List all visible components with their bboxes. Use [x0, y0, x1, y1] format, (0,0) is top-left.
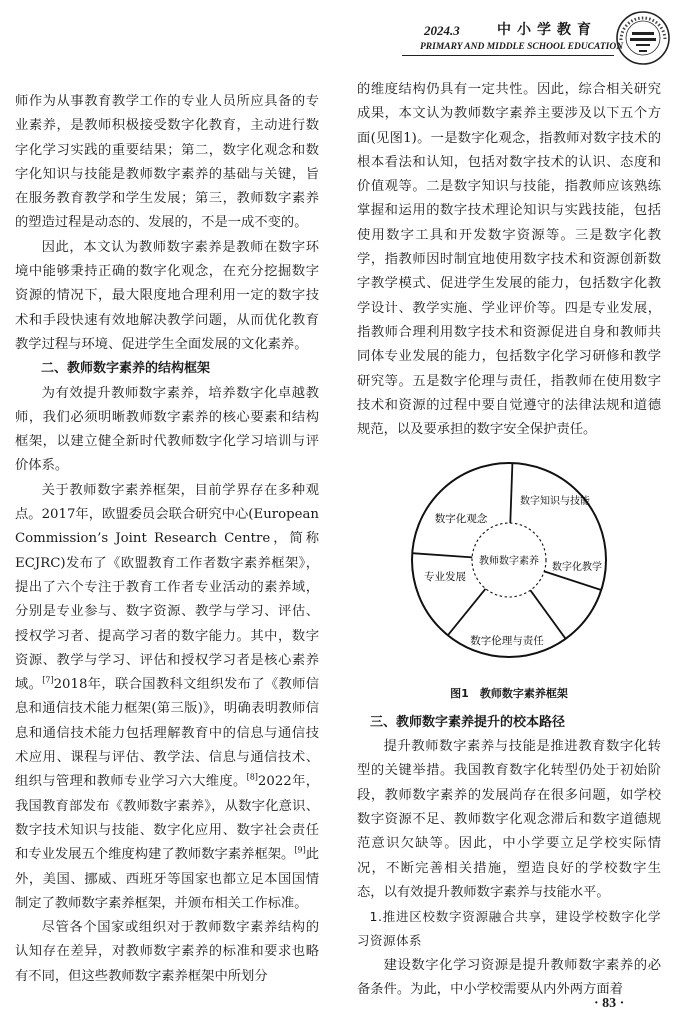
section-heading-2: 二、教师数字素养的结构框架 — [41, 361, 211, 377]
left-column — [15, 90, 319, 989]
segment-label: 专业发展 — [424, 571, 466, 584]
left-paragraph-4d: 此外，美国、挪威、西班牙等国家也都立足本国国情制定了教师数字素养框架，并颁布相关工作标准。 — [15, 847, 320, 911]
reference-8: [8] — [246, 772, 258, 782]
left-paragraph-5: 尽管各个国家或组织对于教师数字素养结构的认知存在差异，对教师数字素养的标准和要求也略有不同，但这些教师数字素养框架中所划分 — [15, 920, 319, 984]
right-paragraph-3: 建设数字化学习资源是提升教师数字素养的必备条件。为此，中小学校需要从内外两方面着 — [357, 957, 661, 998]
journal-english-title: PRIMARY AND MIDDLE SCHOOL EDUCATION — [420, 42, 624, 52]
header-rule — [402, 55, 614, 56]
left-paragraph-4b: 2018年，联合国教科文组织发布了《教师信息和通信技术能力框架(第三版)》，明确表明教师信息和通信技术能力包括理解教育中的信息与通信技术应用、课程与评估、教学法、信息与通信技术、组织与管理和教师专业学习六大维度。 — [15, 677, 320, 790]
right-column — [357, 78, 661, 1002]
reference-9: [9] — [294, 845, 306, 855]
segment-label: 数字知识与技能 — [520, 496, 590, 508]
figure-caption: 图1 教师数字素养框架 — [450, 687, 568, 701]
section-heading-3: 三、教师数字素养提升的校本路径 — [370, 714, 566, 730]
center-label: 教师数字素养 — [479, 556, 539, 568]
page-number: · 83 · — [594, 996, 625, 1011]
segment-label: 数字化教学 — [552, 562, 602, 574]
reference-7: [7] — [42, 675, 54, 685]
right-paragraph-1: 的维度结构仍具有一定共性。因此，综合相关研究成果，本文认为教师数字素养主要涉及以下五个方面(见图1)。一是数字化观念，指教师对数字技术的根本看法和认知，包括对数字技术的认识、态度和价值观等。二是数字知识与技能，指教师应该熟练掌握和运用的数字技术理论知识与实践技能，包括使用数字工具和开发数字资源等。三是数字化教学，指教师因时制宜地使用数字技术和资源创新数字教学模式、促进学生发展的能力，包括数字化教学设计、教学实施、学业评价等。四是专业发展，指教师合理利用数字技术和资源促进自身和教师共同体专业发展的能力，包括数字化学习研修和教学研究等。五是数字伦理与责任，指教师在使用数字技术和资源的过程中要自觉遵守的法律法规和道德规范，以及要承担的数字安全保护责任。 — [357, 82, 661, 438]
segment-label: 数字化观念 — [434, 513, 488, 526]
left-paragraph-4c: 2022年，我国教育部发布《教师数字素养》，从数字化意识、数字技术知识与技能、数字化应用、数字社会责任和专业发展五个维度构建了教师数字素养框架。 — [15, 774, 320, 863]
subsection-heading-1: 1.推进区校数字资源融合共享，建设学校数字化学习资源体系 — [357, 909, 661, 949]
journal-title: 中小学教育 — [497, 22, 597, 38]
figure-1 — [357, 444, 661, 674]
segment-label: 数字伦理与责任 — [470, 635, 544, 648]
left-paragraph-1: 师作为从事教育教学工作的专业人员所应具备的专业素养，是教师积极接受数字化教育，主动进行数字化学习实践的重要结果；第二，数字化观念和数字化知识与技能是教师数字素养的基础与关键，旨在服务教育教学和学生发展；第三，教师数字素养的塑造过程是动态的、发展的，不是一成不变的。 — [15, 94, 319, 231]
left-paragraph-4 — [15, 479, 319, 916]
framework-diagram — [409, 444, 609, 674]
left-paragraph-2: 因此，本文认为教师数字素养是教师在数字环境中能够秉持正确的数字化观念，在充分挖掘数字资源的情况下，最大限度地合理利用一定的数字技术和手段快速有效地解决教学问题，从而优化教育教学过程与环境、促进学生全面发展的文化素养。 — [15, 239, 319, 352]
left-paragraph-3: 为有效提升教师数字素养，培养数字化卓越教师，我们必须明晰教师数字素养的核心要素和结构框架，以建立健全新时代教师数字化学习培训与评价体系。 — [15, 385, 319, 474]
issue-label: 2024.3 — [424, 23, 460, 38]
seal-logo — [614, 10, 672, 66]
right-paragraph-2: 提升教师数字素养与技能是推进教育数字化转型的关键举措。我国教育数字化转型仍处于初始阶段，教师数字素养的发展尚存在很多问题，如学校数字资源不足、教师数字化观念滞后和数字道德规范意识欠缺等。因此，中小学要立足学校实际情况，不断完善相关措施，塑造良好的学校数字生态，以有效提升教师数字素养与技能水平。 — [357, 739, 661, 900]
left-paragraph-4a: 关于教师数字素养框架，目前学界存在多种观点。2017年，欧盟委员会联合研究中心(European Commission’s Joint Research Centre，简称ECJRC)发布了《欧盟教育工作者数字素养框架》，提出了六个专注于教育工作者专业活动的素养域，分别是专业参与、数字资源、教学与学习、评估、授权学习者、提高学习者的数字能力。其中，数字资源、教学与学习、评估和授权学习者是核心素养域。 — [15, 482, 319, 693]
